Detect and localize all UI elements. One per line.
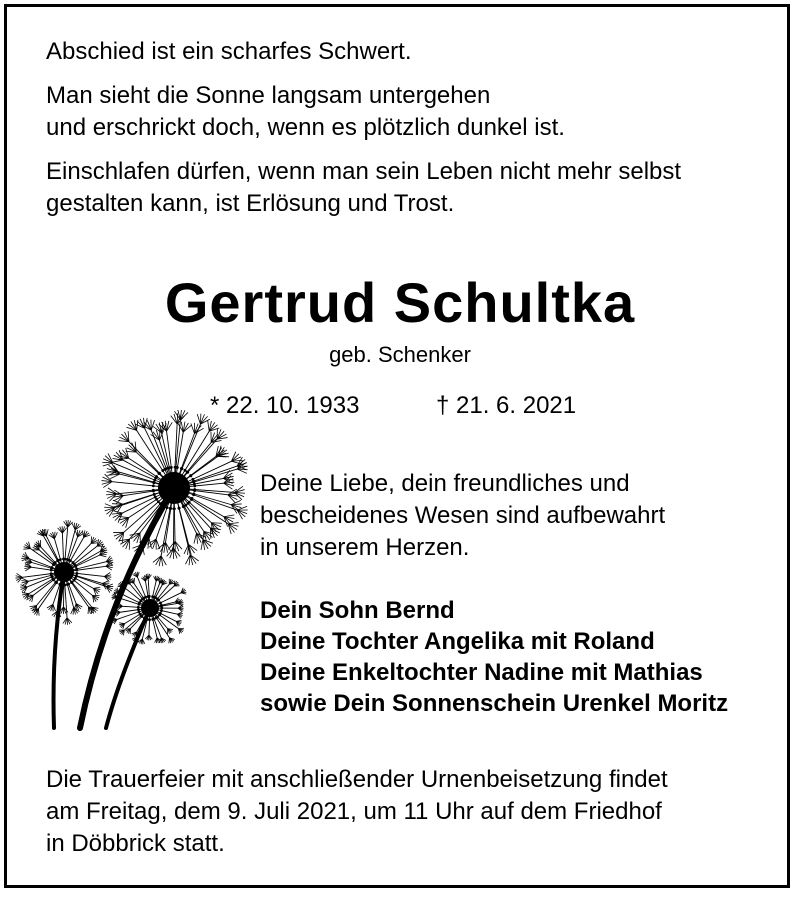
poem-stanza-1: [46, 36, 681, 68]
deceased-name: Gertrud Schultka: [164, 271, 636, 334]
service-line: am Freitag, dem 9. Juli 2021, um 11 Uhr auf dem Friedhof: [46, 798, 662, 825]
family-member: Deine Tochter Angelika mit Roland: [260, 628, 655, 655]
dandelion-head: [102, 410, 248, 566]
family-member: Dein Sohn Bernd: [260, 597, 455, 624]
poem-stanza-3: [46, 156, 681, 220]
quote-line: Deine Liebe, dein freundliches und: [260, 470, 630, 497]
family-member: Deine Enkeltochter Nadine mit Mathias: [260, 659, 703, 686]
service-line: in Döbbrick statt.: [46, 830, 225, 857]
quote-line: bescheidenes Wesen sind aufbewahrt: [260, 502, 666, 529]
service-line: Die Trauerfeier mit anschließender Urnenbeisetzung findet: [46, 766, 668, 793]
funeral-service-info: [46, 764, 668, 860]
poem: [46, 36, 681, 232]
family-list: [260, 595, 728, 719]
family-member: sowie Dein Sonnenschein Urenkel Moritz: [260, 690, 729, 717]
poem-line: und erschrickt doch, wenn es plötzlich dunkel ist.: [46, 114, 565, 141]
poem-line: Abschied ist ein scharfes Schwert.: [46, 38, 412, 65]
poem-line: gestalten kann, ist Erlösung und Trost.: [46, 190, 455, 217]
maiden-name: geb. Schenker: [329, 342, 471, 367]
birth-date: * 22. 10. 1933: [210, 392, 360, 419]
memorial-quote: [260, 468, 665, 564]
dandelion-head: [15, 520, 113, 625]
quote-line: in unserem Herzen.: [260, 534, 470, 561]
poem-stanza-2: [46, 80, 681, 144]
poem-line: Man sieht die Sonne langsam untergehen: [46, 82, 491, 109]
dandelion-illustration: [10, 410, 250, 740]
death-date: † 21. 6. 2021: [436, 392, 577, 419]
poem-line: Einschlafen dürfen, wenn man sein Leben nicht mehr selbst: [46, 158, 682, 185]
